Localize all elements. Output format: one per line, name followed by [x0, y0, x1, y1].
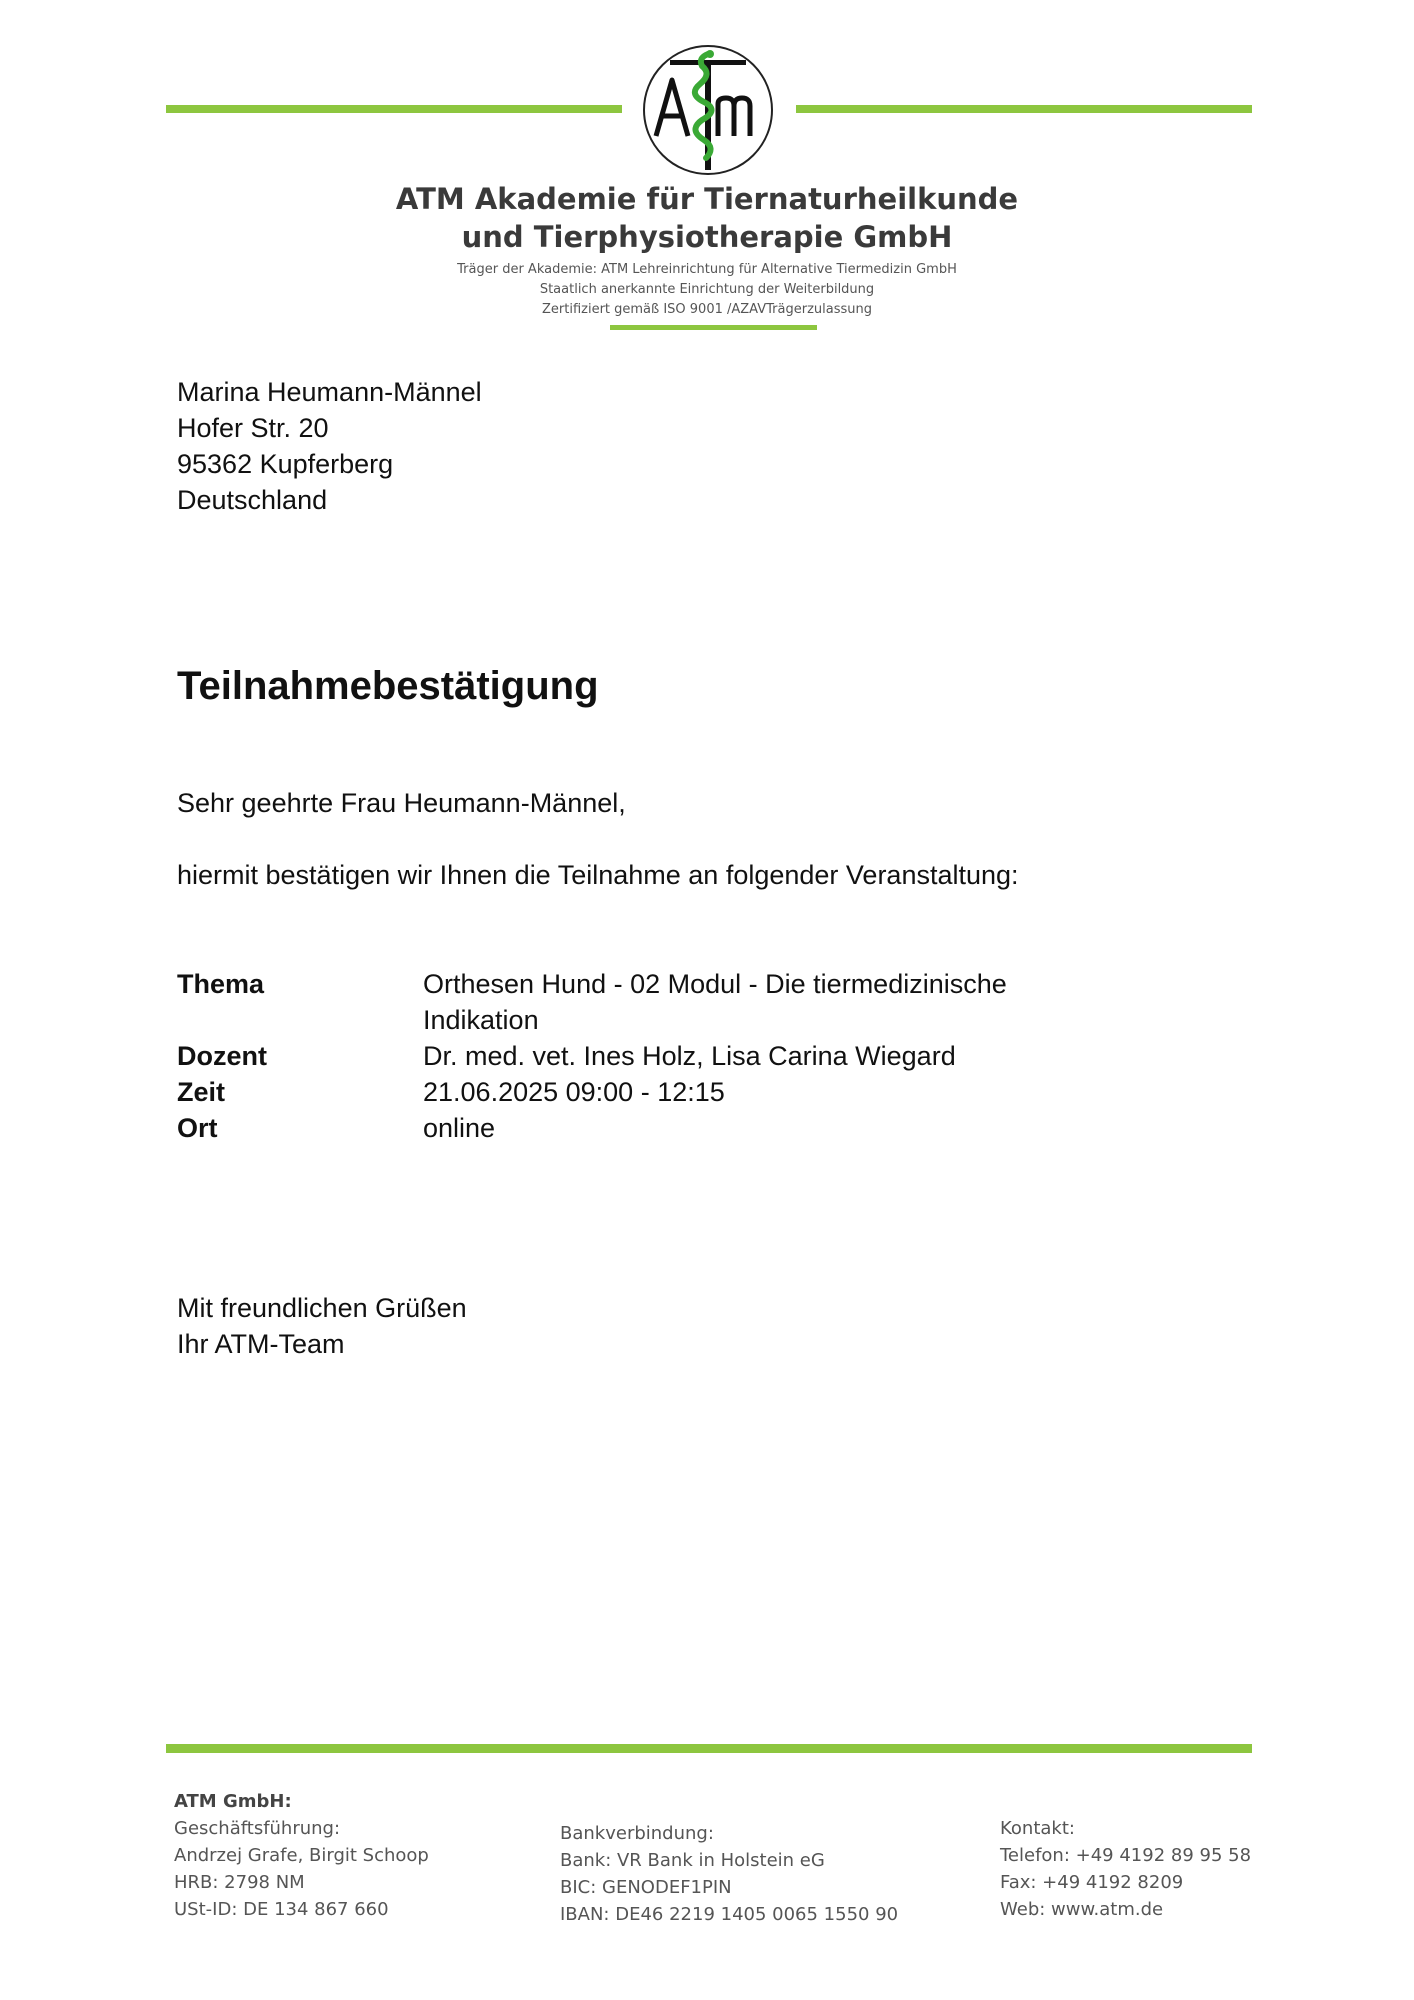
closing — [177, 1290, 467, 1362]
detail-value: Orthesen Hund - 02 Modul - Die tiermedizinische Indikation — [423, 969, 1007, 1035]
event-details — [177, 966, 1077, 1146]
footer-company-heading: ATM GmbH: — [174, 1791, 292, 1812]
closing-signature: Ihr ATM-Team — [177, 1329, 345, 1359]
footer-contact-web: Web: www.atm.de — [1000, 1899, 1164, 1920]
organization-sub-line1: Träger der Akademie: ATM Lehreinrichtung für Alternative Tiermedizin GmbH — [457, 262, 957, 277]
detail-label: Thema — [177, 969, 265, 999]
organization-subtitle — [300, 260, 1114, 320]
footer-contact-fax: Fax: +49 4192 8209 — [1000, 1872, 1184, 1893]
detail-label: Zeit — [177, 1077, 226, 1107]
footer-rule — [166, 1744, 1252, 1753]
detail-row-location — [177, 1110, 1077, 1146]
recipient-street: Hofer Str. 20 — [177, 413, 329, 443]
atm-logo-icon — [642, 44, 774, 176]
detail-row-time — [177, 1074, 1077, 1110]
organization-name — [300, 180, 1114, 256]
footer-bank-line: IBAN: DE46 2219 1405 0065 1550 90 — [560, 1904, 899, 1925]
footer-company-line: Geschäftsführung: — [174, 1818, 341, 1839]
detail-value: online — [423, 1113, 496, 1143]
footer-company-line: Andrzej Grafe, Birgit Schoop — [174, 1845, 429, 1866]
organization-name-line1: ATM Akademie für Tiernaturheilkunde — [395, 182, 1019, 216]
salutation: Sehr geehrte Frau Heumann-Männel, — [177, 788, 626, 818]
intro-text: hiermit bestätigen wir Ihnen die Teilnahme an folgender Veranstaltung: — [177, 860, 1019, 890]
header-rule-right — [796, 105, 1252, 113]
detail-value: Dr. med. vet. Ines Holz, Lisa Carina Wiegard — [423, 1041, 956, 1071]
footer-bank-line: BIC: GENODEF1PIN — [560, 1877, 732, 1898]
organization-name-line2: und Tierphysiotherapie GmbH — [461, 220, 953, 254]
organization-sub-line2: Staatlich anerkannte Einrichtung der Weiterbildung — [539, 282, 875, 297]
header-rule-left — [166, 105, 622, 113]
organization-sub-line3: Zertifiziert gemäß ISO 9001 /AZAVTrägerzulassung — [541, 302, 872, 317]
footer-contact-heading: Kontakt: — [1000, 1818, 1075, 1839]
detail-label: Ort — [177, 1113, 218, 1143]
footer-bank-heading: Bankverbindung: — [560, 1823, 714, 1844]
footer-company-line: HRB: 2798 NM — [174, 1872, 305, 1893]
footer-contact-info — [1000, 1815, 1251, 1923]
detail-value: 21.06.2025 09:00 - 12:15 — [423, 1077, 725, 1107]
footer-company-info — [174, 1788, 429, 1923]
closing-greeting: Mit freundlichen Grüßen — [177, 1293, 467, 1323]
recipient-address — [177, 374, 482, 518]
detail-row-topic — [177, 966, 1077, 1038]
document-title: Teilnahmebestätigung — [177, 664, 599, 708]
footer-bank-info — [560, 1820, 898, 1928]
recipient-name: Marina Heumann-Männel — [177, 377, 482, 407]
detail-row-lecturer — [177, 1038, 1077, 1074]
subtitle-underline — [610, 325, 817, 330]
footer-contact-phone: Telefon: +49 4192 89 95 58 — [1000, 1845, 1252, 1866]
footer-bank-line: Bank: VR Bank in Holstein eG — [560, 1850, 825, 1871]
footer-company-line: USt-ID: DE 134 867 660 — [174, 1899, 389, 1920]
recipient-city: 95362 Kupferberg — [177, 449, 394, 479]
recipient-country: Deutschland — [177, 485, 328, 515]
detail-label: Dozent — [177, 1041, 267, 1071]
